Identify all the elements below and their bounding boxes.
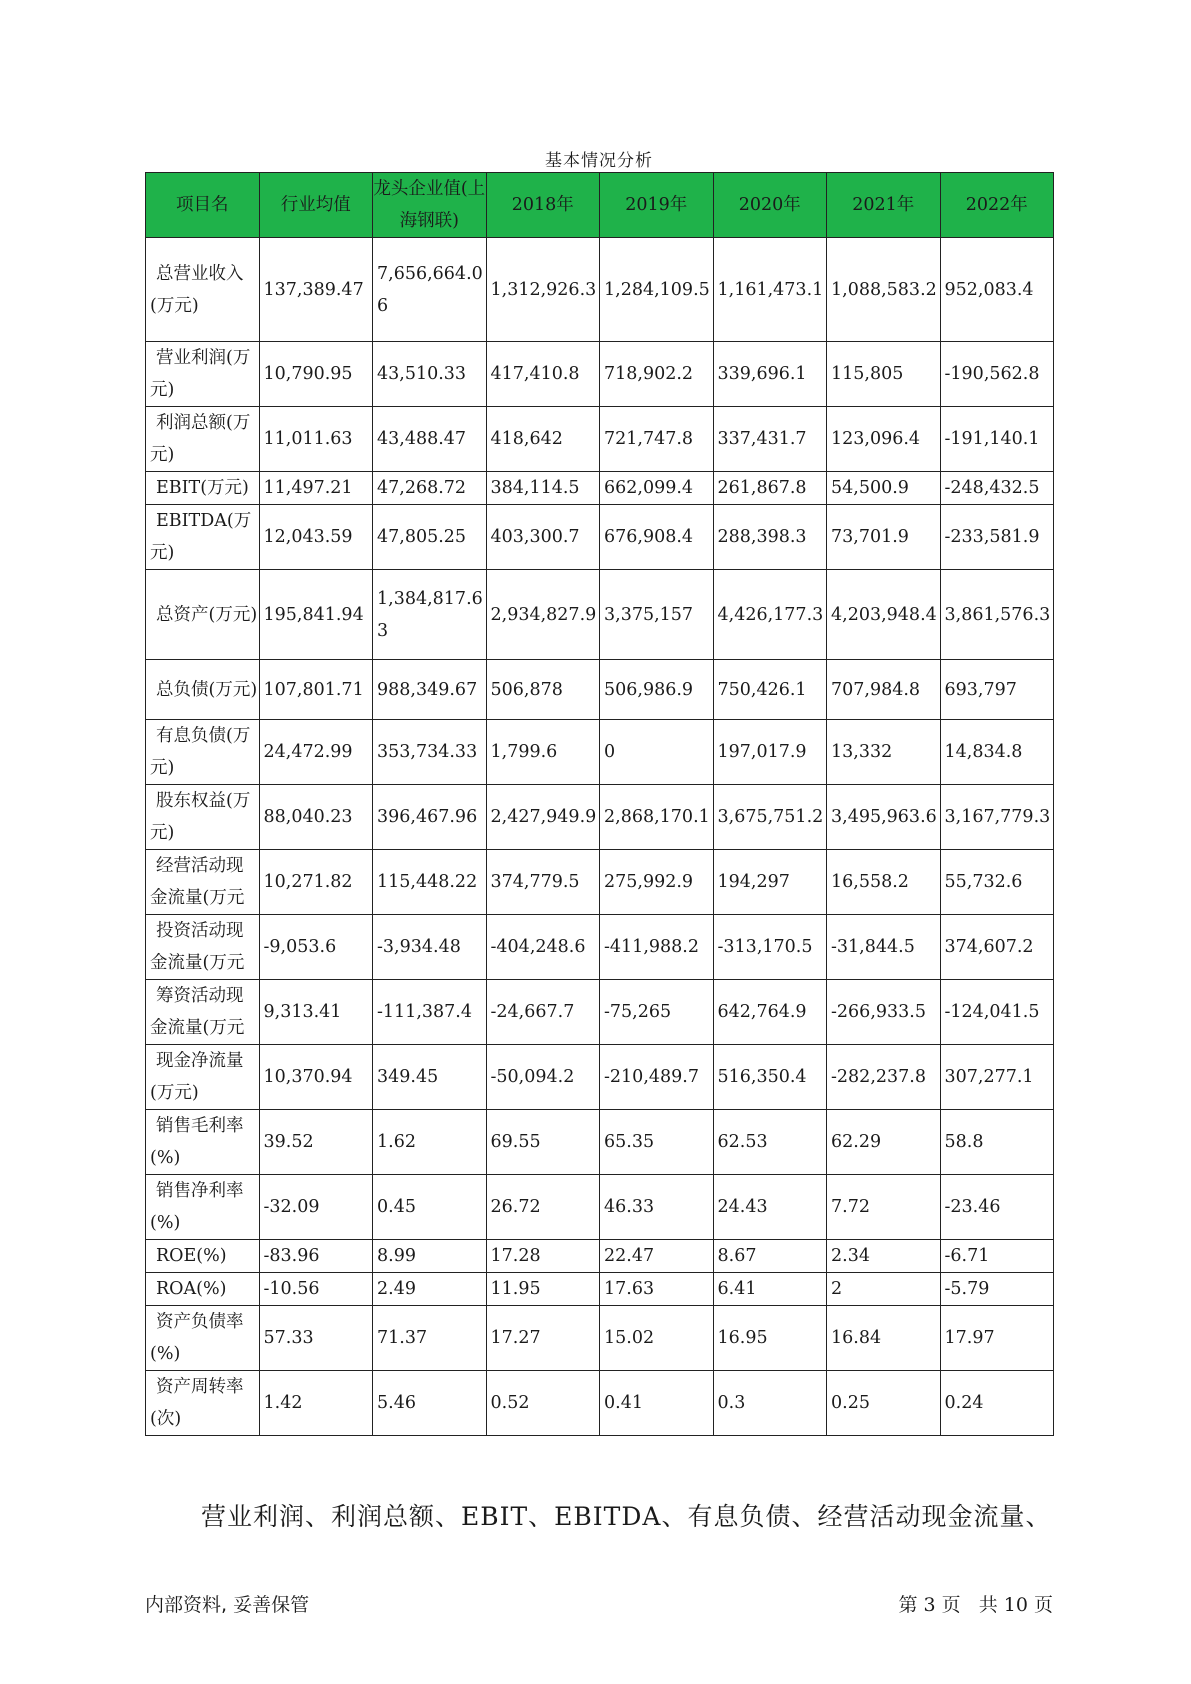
table-cell: 4,203,948.4 — [827, 570, 941, 660]
row-label: 现金净流量(万元) — [146, 1045, 260, 1110]
table-cell: 3,861,576.3 — [940, 570, 1054, 660]
table-cell: 693,797 — [940, 660, 1054, 720]
table-cell: 54,500.9 — [827, 472, 941, 505]
table-cell: 2,427,949.9 — [486, 785, 600, 850]
table-cell: 707,984.8 — [827, 660, 941, 720]
row-label: 投资活动现金流量(万元 — [146, 915, 260, 980]
table-cell: -32.09 — [259, 1175, 373, 1240]
table-cell: 5.46 — [373, 1371, 487, 1436]
header-leader-value: 龙头企业值(上海钢联) — [373, 173, 487, 238]
table-cell: 417,410.8 — [486, 342, 600, 407]
footer-page-number: 第 3 页 共 10 页 — [898, 1594, 1053, 1616]
row-label: 总资产(万元) — [146, 570, 260, 660]
table-cell: 337,431.7 — [713, 407, 827, 472]
table-cell: 16.95 — [713, 1306, 827, 1371]
table-cell: 384,114.5 — [486, 472, 600, 505]
table-cell: 9,313.41 — [259, 980, 373, 1045]
table-cell: -190,562.8 — [940, 342, 1054, 407]
table-cell: 17.63 — [600, 1273, 714, 1306]
table-cell: 17.28 — [486, 1240, 600, 1273]
table-cell: 0.3 — [713, 1371, 827, 1436]
table-row — [146, 915, 1054, 980]
table-cell: 4,426,177.3 — [713, 570, 827, 660]
table-cell: 1.62 — [373, 1110, 487, 1175]
table-cell: -83.96 — [259, 1240, 373, 1273]
table-cell: 47,268.72 — [373, 472, 487, 505]
table-cell: 24,472.99 — [259, 720, 373, 785]
row-label: 股东权益(万元) — [146, 785, 260, 850]
table-cell: 396,467.96 — [373, 785, 487, 850]
table-cell: 2,934,827.9 — [486, 570, 600, 660]
row-label: 有息负债(万元) — [146, 720, 260, 785]
footer-confidential: 内部资料, 妥善保管 — [145, 1594, 310, 1616]
table-row — [146, 407, 1054, 472]
table-cell: 0.25 — [827, 1371, 941, 1436]
table-cell: 17.97 — [940, 1306, 1054, 1371]
table-cell: 403,300.7 — [486, 505, 600, 570]
table-cell: 6.41 — [713, 1273, 827, 1306]
table-cell: 2.49 — [373, 1273, 487, 1306]
header-2021: 2021年 — [827, 173, 941, 238]
table-cell: 43,488.47 — [373, 407, 487, 472]
table-cell: 16,558.2 — [827, 850, 941, 915]
header-industry-avg: 行业均值 — [259, 173, 373, 238]
table-cell: -111,387.4 — [373, 980, 487, 1045]
table-cell: 57.33 — [259, 1306, 373, 1371]
table-row — [146, 1306, 1054, 1371]
table-cell: -10.56 — [259, 1273, 373, 1306]
table-cell: -3,934.48 — [373, 915, 487, 980]
table-cell: 1,799.6 — [486, 720, 600, 785]
table-cell: 0 — [600, 720, 714, 785]
table-cell: 24.43 — [713, 1175, 827, 1240]
table-cell: 307,277.1 — [940, 1045, 1054, 1110]
table-cell: 1,384,817.63 — [373, 570, 487, 660]
table-cell: 115,805 — [827, 342, 941, 407]
table-cell: 662,099.4 — [600, 472, 714, 505]
table-cell: 642,764.9 — [713, 980, 827, 1045]
table-cell: 11,497.21 — [259, 472, 373, 505]
table-cell: 1.42 — [259, 1371, 373, 1436]
row-label: EBIT(万元) — [146, 472, 260, 505]
row-label: ROE(%) — [146, 1240, 260, 1273]
table-header-row — [146, 173, 1054, 238]
table-cell: 55,732.6 — [940, 850, 1054, 915]
table-cell: 123,096.4 — [827, 407, 941, 472]
table-cell: -248,432.5 — [940, 472, 1054, 505]
table-cell: -191,140.1 — [940, 407, 1054, 472]
table-cell: 288,398.3 — [713, 505, 827, 570]
table-cell: 13,332 — [827, 720, 941, 785]
table-cell: 107,801.71 — [259, 660, 373, 720]
table-cell: 137,389.47 — [259, 238, 373, 342]
table-caption: 基本情况分析 — [545, 151, 653, 171]
table-cell: 58.8 — [940, 1110, 1054, 1175]
table-cell: -75,265 — [600, 980, 714, 1045]
table-cell: 43,510.33 — [373, 342, 487, 407]
table-cell: -124,041.5 — [940, 980, 1054, 1045]
table-cell: -266,933.5 — [827, 980, 941, 1045]
table-row — [146, 1240, 1054, 1273]
table-cell: -50,094.2 — [486, 1045, 600, 1110]
table-cell: 339,696.1 — [713, 342, 827, 407]
table-row — [146, 720, 1054, 785]
table-cell: 353,734.33 — [373, 720, 487, 785]
table-cell: -233,581.9 — [940, 505, 1054, 570]
table-cell: 3,495,963.6 — [827, 785, 941, 850]
table-cell: -313,170.5 — [713, 915, 827, 980]
table-cell: 15.02 — [600, 1306, 714, 1371]
table-row — [146, 238, 1054, 342]
table-row — [146, 505, 1054, 570]
table-cell: 10,370.94 — [259, 1045, 373, 1110]
table-cell: 11,011.63 — [259, 407, 373, 472]
table-cell: -23.46 — [940, 1175, 1054, 1240]
table-cell: 8.67 — [713, 1240, 827, 1273]
table-cell: 1,312,926.3 — [486, 238, 600, 342]
table-cell: 0.52 — [486, 1371, 600, 1436]
table-cell: 988,349.67 — [373, 660, 487, 720]
table-cell: 14,834.8 — [940, 720, 1054, 785]
table-cell: 88,040.23 — [259, 785, 373, 850]
table-cell: 374,607.2 — [940, 915, 1054, 980]
table-cell: 418,642 — [486, 407, 600, 472]
table-cell: 16.84 — [827, 1306, 941, 1371]
financial-table — [145, 172, 1054, 1436]
table-cell: 275,992.9 — [600, 850, 714, 915]
table-cell: 22.47 — [600, 1240, 714, 1273]
table-row — [146, 570, 1054, 660]
table-cell: 7.72 — [827, 1175, 941, 1240]
row-label: 总营业收入(万元) — [146, 238, 260, 342]
table-cell: 115,448.22 — [373, 850, 487, 915]
table-row — [146, 785, 1054, 850]
table-cell: -5.79 — [940, 1273, 1054, 1306]
header-2020: 2020年 — [713, 173, 827, 238]
table-cell: -210,489.7 — [600, 1045, 714, 1110]
table-cell: 3,675,751.2 — [713, 785, 827, 850]
row-label: 资产负债率(%) — [146, 1306, 260, 1371]
table-cell: 516,350.4 — [713, 1045, 827, 1110]
table-cell: -9,053.6 — [259, 915, 373, 980]
header-2022: 2022年 — [940, 173, 1054, 238]
table-cell: 374,779.5 — [486, 850, 600, 915]
header-2019: 2019年 — [600, 173, 714, 238]
header-2018: 2018年 — [486, 173, 600, 238]
table-cell: 195,841.94 — [259, 570, 373, 660]
table-cell: 506,986.9 — [600, 660, 714, 720]
table-cell: 506,878 — [486, 660, 600, 720]
table-cell: 349.45 — [373, 1045, 487, 1110]
row-label: 筹资活动现金流量(万元 — [146, 980, 260, 1045]
table-cell: 62.53 — [713, 1110, 827, 1175]
table-cell: 8.99 — [373, 1240, 487, 1273]
table-cell: 62.29 — [827, 1110, 941, 1175]
table-cell: 2.34 — [827, 1240, 941, 1273]
row-label: 资产周转率(次) — [146, 1371, 260, 1436]
row-label: ROA(%) — [146, 1273, 260, 1306]
table-cell: 1,088,583.2 — [827, 238, 941, 342]
row-label: 利润总额(万元) — [146, 407, 260, 472]
table-cell: 12,043.59 — [259, 505, 373, 570]
table-cell: 11.95 — [486, 1273, 600, 1306]
table-cell: 46.33 — [600, 1175, 714, 1240]
table-cell: 39.52 — [259, 1110, 373, 1175]
table-cell: 1,161,473.1 — [713, 238, 827, 342]
table-cell: 17.27 — [486, 1306, 600, 1371]
table-cell: 1,284,109.5 — [600, 238, 714, 342]
table-row — [146, 850, 1054, 915]
table-cell: 47,805.25 — [373, 505, 487, 570]
table-cell: -404,248.6 — [486, 915, 600, 980]
table-cell: 69.55 — [486, 1110, 600, 1175]
table-row — [146, 980, 1054, 1045]
table-row — [146, 1273, 1054, 1306]
row-label: 营业利润(万元) — [146, 342, 260, 407]
table-cell: 194,297 — [713, 850, 827, 915]
row-label: 销售净利率(%) — [146, 1175, 260, 1240]
table-row — [146, 660, 1054, 720]
table-cell: 10,790.95 — [259, 342, 373, 407]
table-cell: 718,902.2 — [600, 342, 714, 407]
table-cell: 10,271.82 — [259, 850, 373, 915]
table-cell: 71.37 — [373, 1306, 487, 1371]
table-cell: -24,667.7 — [486, 980, 600, 1045]
table-cell: 2 — [827, 1273, 941, 1306]
table-cell: 676,908.4 — [600, 505, 714, 570]
table-cell: 3,167,779.3 — [940, 785, 1054, 850]
row-label: 总负债(万元) — [146, 660, 260, 720]
table-cell: 7,656,664.06 — [373, 238, 487, 342]
body-paragraph: 营业利润、利润总额、EBIT、EBITDA、有息负债、经营活动现金流量、 — [201, 1502, 1052, 1531]
table-cell: 0.41 — [600, 1371, 714, 1436]
table-cell: 73,701.9 — [827, 505, 941, 570]
table-cell: 721,747.8 — [600, 407, 714, 472]
table-row — [146, 1175, 1054, 1240]
row-label: 经营活动现金流量(万元 — [146, 850, 260, 915]
table-row — [146, 1371, 1054, 1436]
table-cell: 65.35 — [600, 1110, 714, 1175]
table-row — [146, 1045, 1054, 1110]
header-item-name: 项目名 — [146, 173, 260, 238]
table-cell: 0.24 — [940, 1371, 1054, 1436]
table-cell: 0.45 — [373, 1175, 487, 1240]
table-row — [146, 1110, 1054, 1175]
row-label: EBITDA(万元) — [146, 505, 260, 570]
table-row — [146, 342, 1054, 407]
table-cell: 261,867.8 — [713, 472, 827, 505]
table-cell: -31,844.5 — [827, 915, 941, 980]
table-cell: 26.72 — [486, 1175, 600, 1240]
table-cell: 3,375,157 — [600, 570, 714, 660]
table-cell: 197,017.9 — [713, 720, 827, 785]
table-cell: 750,426.1 — [713, 660, 827, 720]
table-cell: -411,988.2 — [600, 915, 714, 980]
table-cell: 952,083.4 — [940, 238, 1054, 342]
table-row — [146, 472, 1054, 505]
table-cell: -6.71 — [940, 1240, 1054, 1273]
row-label: 销售毛利率(%) — [146, 1110, 260, 1175]
table-cell: -282,237.8 — [827, 1045, 941, 1110]
table-cell: 2,868,170.1 — [600, 785, 714, 850]
